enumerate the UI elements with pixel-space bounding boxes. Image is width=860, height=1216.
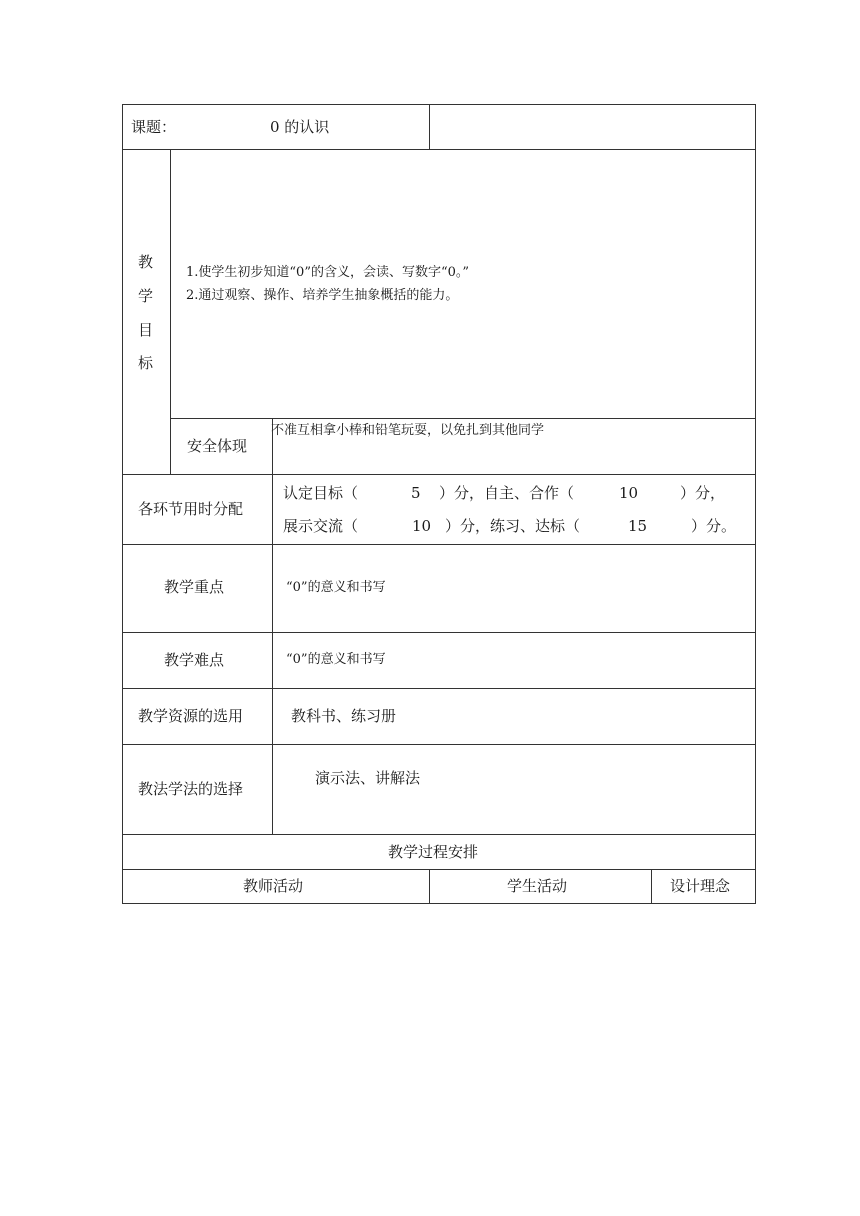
table-border-right bbox=[755, 104, 756, 904]
column-divider bbox=[272, 418, 273, 835]
resources-value: 教科书、练习册 bbox=[291, 707, 397, 725]
safety-text: 不准互相拿小棒和铅笔玩耍，以免扎到其他同学 bbox=[271, 423, 545, 438]
time-line1-part: 认定目标（ bbox=[283, 484, 359, 502]
topic-label: 课题： bbox=[131, 118, 177, 136]
column-divider bbox=[429, 104, 430, 150]
time-value: 10 bbox=[412, 517, 432, 535]
time-value: 5 bbox=[411, 484, 421, 502]
resources-label: 教学资源的选用 bbox=[138, 707, 244, 725]
row-divider bbox=[122, 869, 756, 870]
objectives-label-char: 标 bbox=[138, 354, 154, 372]
column-divider bbox=[429, 869, 430, 904]
objective-item: 1.使学生初步知道“0”的含义，会读、写数字“0。” bbox=[186, 265, 470, 280]
methods-label: 教法学法的选择 bbox=[138, 780, 244, 798]
objectives-label-char: 目 bbox=[138, 321, 154, 339]
column-divider bbox=[651, 869, 652, 904]
row-divider bbox=[122, 834, 756, 835]
difficulties-value: “0”的意义和书写 bbox=[286, 652, 386, 667]
process-title: 教学过程安排 bbox=[388, 843, 479, 861]
row-divider bbox=[122, 544, 756, 545]
key-points-value: “0”的意义和书写 bbox=[286, 580, 386, 595]
difficulties-label: 教学难点 bbox=[164, 651, 225, 669]
table-border-bottom bbox=[122, 903, 756, 904]
table-border-left bbox=[122, 104, 123, 904]
time-line2-part: ）分，练习、达标（ bbox=[445, 517, 581, 535]
column-header-student: 学生活动 bbox=[507, 877, 568, 895]
safety-label: 安全体现 bbox=[187, 437, 248, 455]
row-divider bbox=[122, 632, 756, 633]
time-line1-part: ）分，自主、合作（ bbox=[439, 484, 575, 502]
column-header-teacher: 教师活动 bbox=[243, 877, 304, 895]
topic-value: 0 的认识 bbox=[270, 118, 330, 136]
row-divider bbox=[122, 474, 756, 475]
methods-value: 演示法、讲解法 bbox=[315, 769, 421, 787]
objective-item: 2.通过观察、操作、培养学生抽象概括的能力。 bbox=[186, 288, 459, 303]
time-allocation-label: 各环节用时分配 bbox=[138, 500, 244, 518]
row-divider bbox=[122, 744, 756, 745]
table-border-top bbox=[122, 104, 756, 105]
key-points-label: 教学重点 bbox=[164, 578, 225, 596]
row-divider bbox=[122, 149, 756, 150]
time-value: 15 bbox=[628, 517, 648, 535]
time-line2-part: 展示交流（ bbox=[283, 517, 359, 535]
objectives-label-char: 教 bbox=[138, 253, 154, 271]
time-line1-part: ）分， bbox=[680, 484, 726, 502]
row-divider bbox=[170, 418, 756, 419]
time-value: 10 bbox=[619, 484, 639, 502]
objectives-label-char: 学 bbox=[138, 287, 154, 305]
row-divider bbox=[122, 688, 756, 689]
column-header-design: 设计理念 bbox=[670, 877, 731, 895]
time-line2-part: ）分。 bbox=[691, 517, 737, 535]
column-divider bbox=[170, 149, 171, 475]
